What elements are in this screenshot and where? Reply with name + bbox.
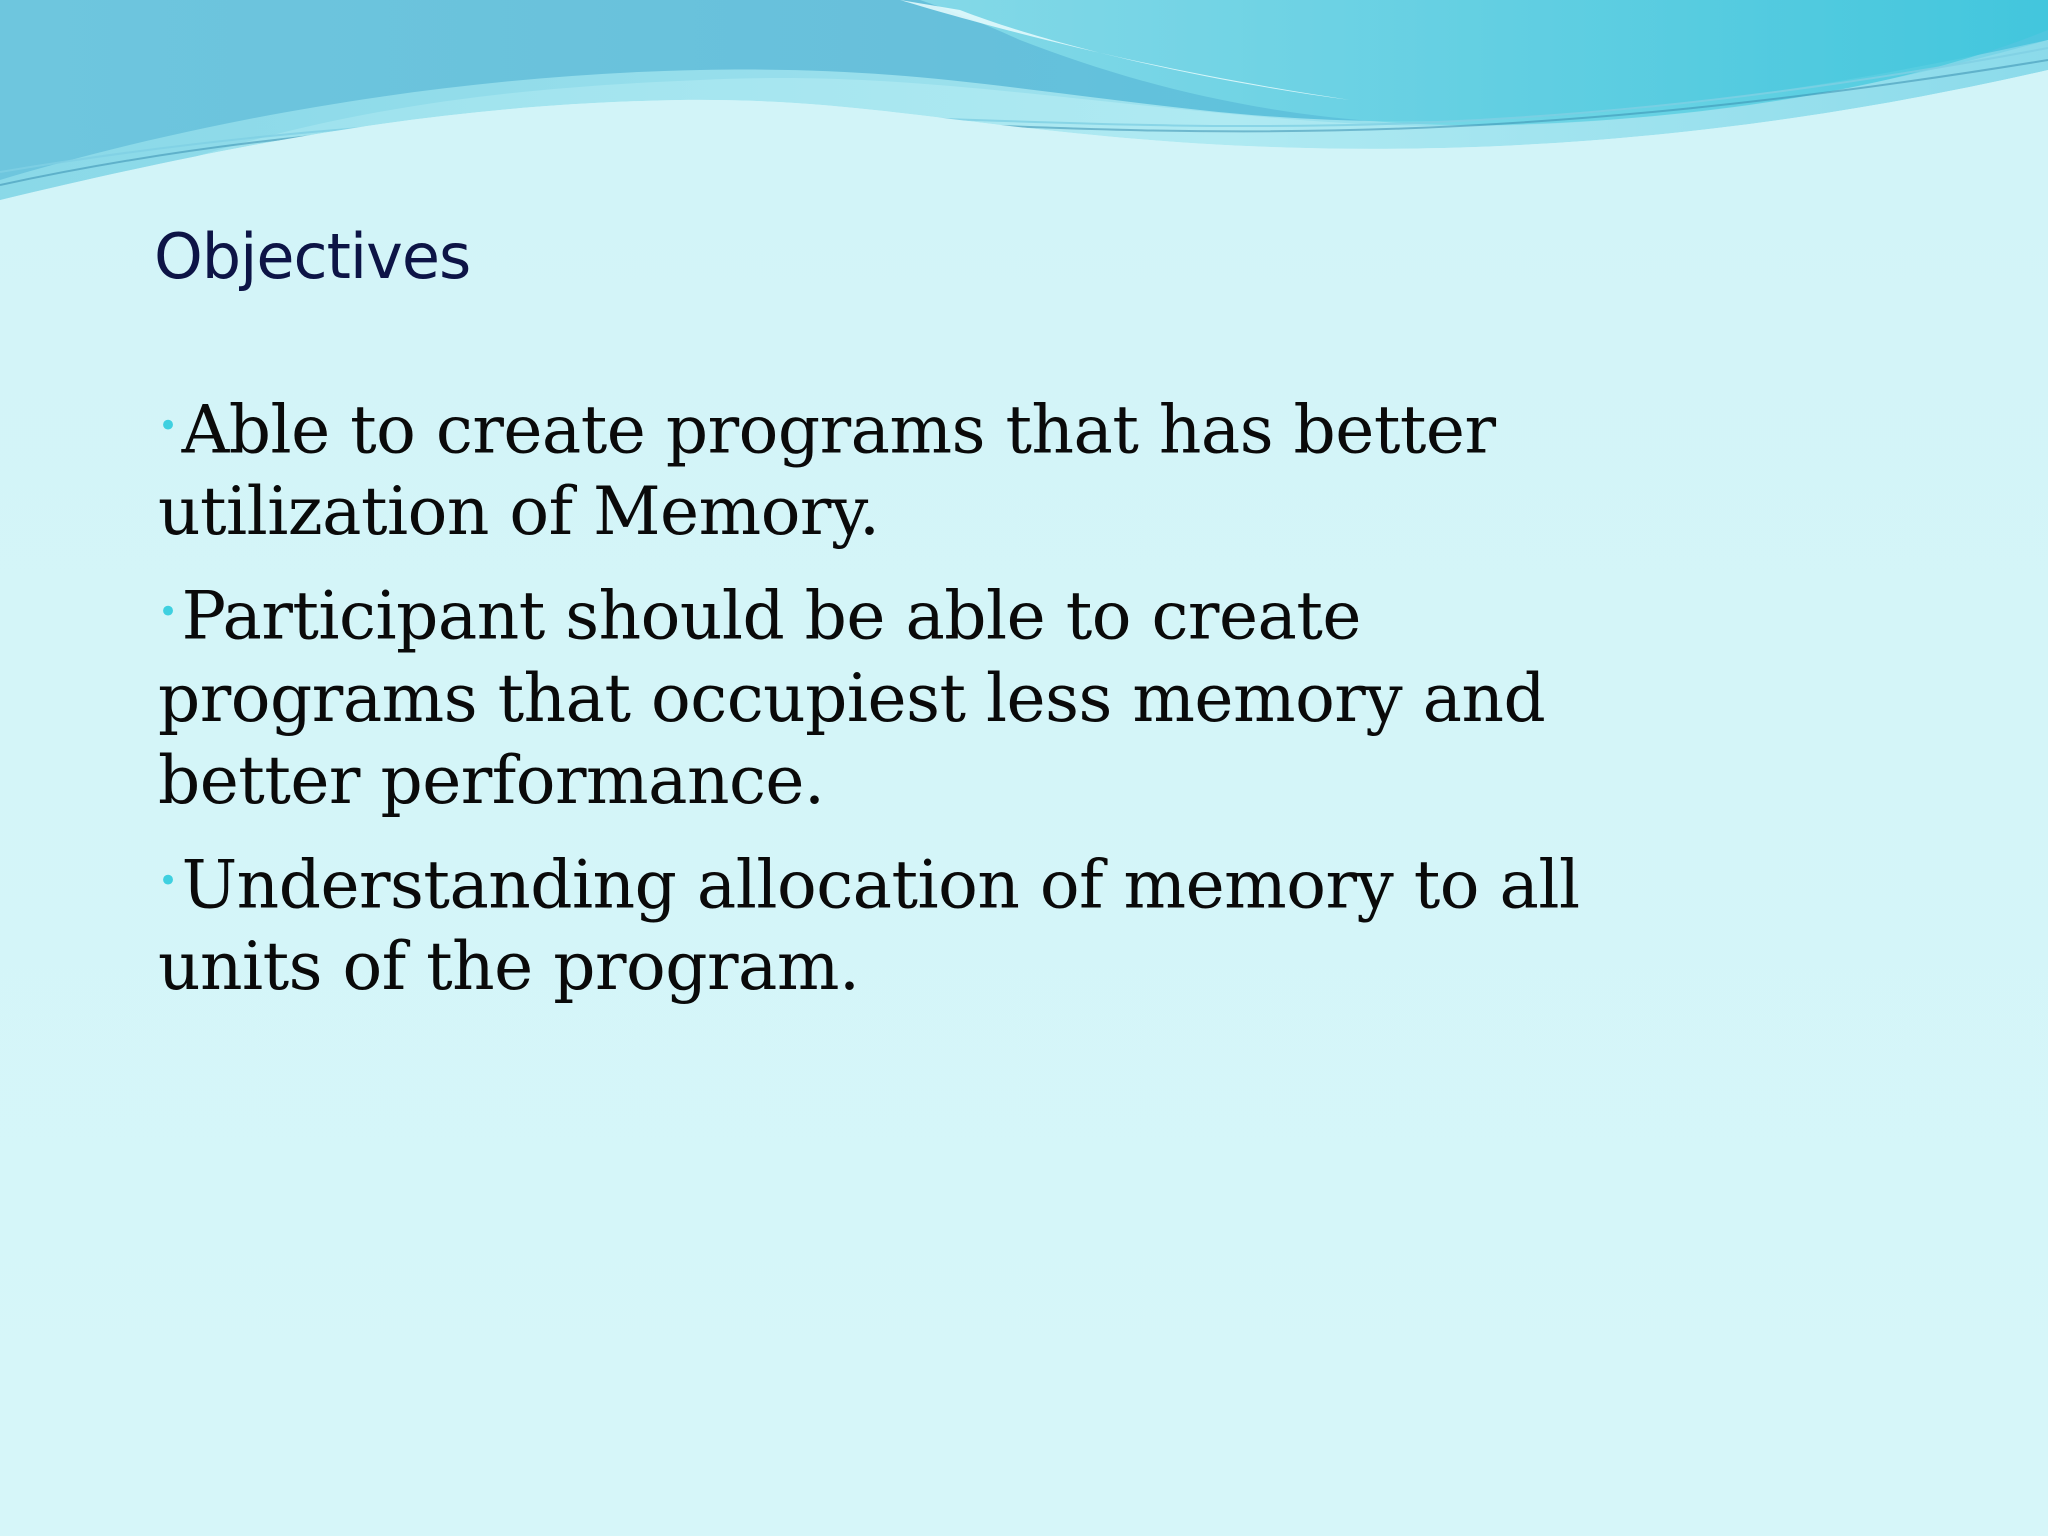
wave-header-decoration	[0, 0, 2048, 240]
bullet-item	[158, 571, 1618, 821]
bullet-text: Able to create programs that has better utilization of Memory.	[158, 391, 1496, 551]
bullet-item	[158, 385, 1618, 553]
bullet-marker: •	[158, 406, 178, 446]
bullet-marker: •	[158, 860, 178, 901]
bullet-list	[158, 385, 1618, 1026]
bullet-marker: •	[158, 592, 178, 633]
bullet-item	[158, 840, 1618, 1008]
bullet-text: Understanding allocation of memory to all units of the program.	[158, 845, 1580, 1005]
bullet-text: Participant should be able to create programs that occupiest less memory and better performance.	[158, 577, 1546, 819]
slide-title: Objectives	[154, 220, 471, 293]
